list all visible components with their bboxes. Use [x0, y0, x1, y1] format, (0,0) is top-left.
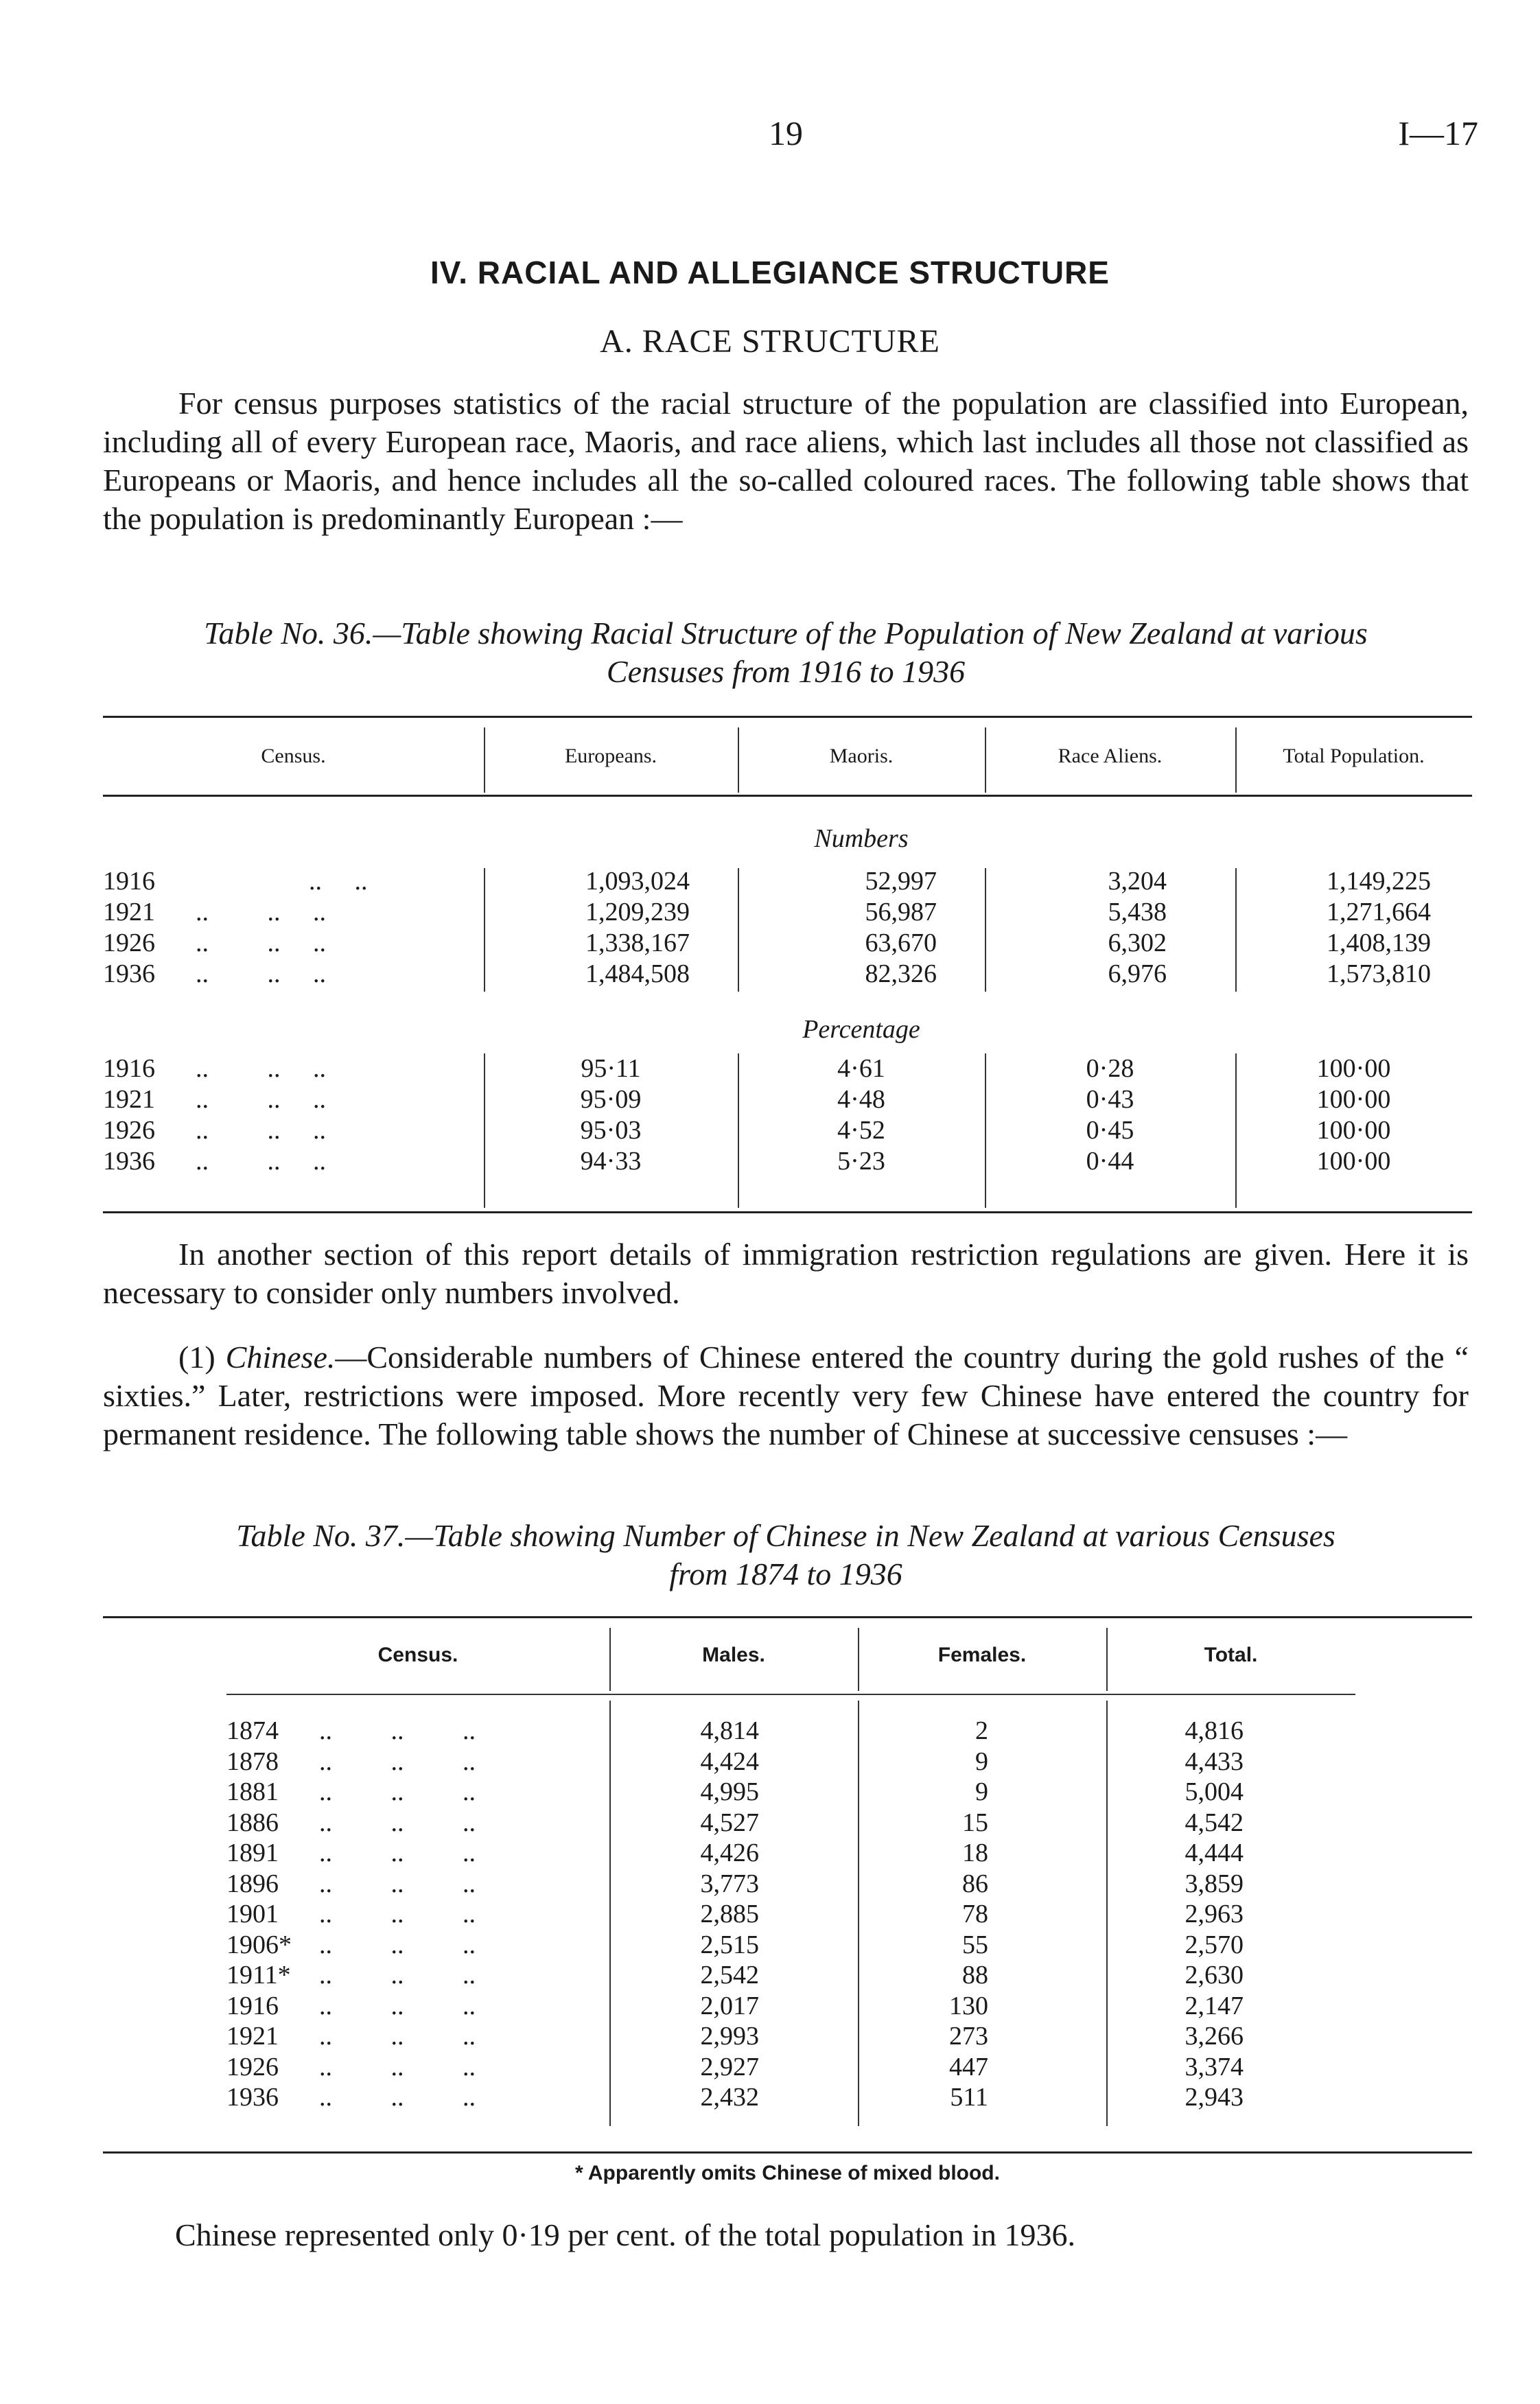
total-value: 1,573,810 [1327, 959, 1431, 988]
females-value: 18 [962, 1839, 988, 1867]
maoris-value: 63,670 [865, 929, 937, 957]
census-year: 1936 [226, 2083, 279, 2112]
table36-caption-line2: Censuses from 1916 to 1936 [606, 654, 966, 689]
females-value: 2 [975, 1716, 988, 1745]
table37-caption [103, 1517, 1469, 1594]
females-value: 447 [949, 2052, 988, 2081]
total-value: 3,859 [1185, 1869, 1244, 1898]
females-value: 9 [975, 1747, 988, 1776]
males-value: 2,542 [700, 1961, 759, 1989]
males-value: 4,814 [700, 1716, 759, 1745]
total-value: 1,149,225 [1327, 867, 1431, 896]
table37-header-census: Census. [377, 1644, 458, 1666]
leader-dots: .. .. .. [319, 2052, 476, 2081]
table-row [103, 1084, 1472, 1115]
table-row [226, 1777, 1355, 1808]
race-aliens-pct: 0·44 [1086, 1147, 1134, 1176]
maoris-pct: 4·61 [837, 1054, 885, 1083]
table37-bottom-rule [103, 2151, 1472, 2154]
table37-header-females: Females. [937, 1644, 1027, 1666]
maoris-pct: 5·23 [837, 1147, 885, 1176]
table37-body [226, 1716, 1355, 2113]
census-year: 1921 [103, 1085, 155, 1114]
table-row [226, 1960, 1355, 1991]
leader-dots: .. .. .. [319, 1777, 476, 1806]
census-year: 1911* [226, 1961, 291, 1989]
census-year: 1901 [226, 1900, 279, 1928]
table36-header-census: Census. [261, 745, 326, 767]
males-value: 2,515 [700, 1930, 759, 1959]
females-value: 9 [975, 1777, 988, 1806]
maoris-value: 82,326 [865, 959, 937, 988]
females-value: 15 [962, 1808, 988, 1837]
race-aliens-value: 5,438 [1108, 898, 1167, 926]
females-value: 78 [962, 1900, 988, 1928]
males-value: 2,927 [700, 2052, 759, 2081]
section-title: IV. RACIAL AND ALLEGIANCE STRUCTURE [430, 255, 1110, 290]
census-year: 1881 [226, 1777, 279, 1806]
total-value: 2,630 [1185, 1961, 1244, 1989]
table36-header-maoris: Maoris. [829, 745, 894, 767]
total-value: 2,147 [1185, 1991, 1244, 2020]
maoris-pct: 4·52 [837, 1116, 885, 1145]
females-value: 88 [962, 1961, 988, 1989]
leader-dots: .. .. .. [319, 2022, 476, 2051]
race-aliens-pct: 0·43 [1086, 1085, 1134, 1114]
males-value: 4,426 [700, 1839, 759, 1867]
table-row [226, 2052, 1355, 2083]
race-aliens-value: 3,204 [1108, 867, 1167, 896]
chinese-heading: Chinese. [225, 1340, 336, 1375]
females-value: 511 [950, 2083, 988, 2112]
leader-dots: .. .. .. [319, 1930, 476, 1959]
table-row [226, 2082, 1355, 2113]
census-year: 1878 [226, 1747, 279, 1776]
table36-header-europeans: Europeans. [564, 745, 657, 767]
census-year: 1926 [103, 929, 155, 957]
race-aliens-value: 6,302 [1108, 929, 1167, 957]
leader-dots: .. .. .. [196, 929, 326, 957]
maoris-pct: 4·48 [837, 1085, 885, 1114]
immigration-paragraph [103, 1235, 1469, 1312]
table36-header-race-aliens: Race Aliens. [1058, 745, 1163, 767]
table-row [103, 1115, 1472, 1146]
males-value: 2,017 [700, 1991, 759, 2020]
leader-dots: .. .. [309, 867, 368, 896]
total-value: 4,444 [1185, 1839, 1244, 1867]
total-pct: 100·00 [1316, 1147, 1391, 1176]
total-value: 4,816 [1185, 1716, 1244, 1745]
chinese-body: —Considerable numbers of Chinese entered the country during the gold rushes of the “ sixties.” Later, restrictions were imposed. More recently very few Chinese have entered the country for permanent residence. The following table shows the number of Chinese at successive censuses :— [103, 1340, 1469, 1451]
total-pct: 100·00 [1316, 1085, 1391, 1114]
females-value: 130 [949, 1991, 988, 2020]
table-row [226, 1991, 1355, 2022]
table-row [226, 1716, 1355, 1747]
males-value: 4,527 [700, 1808, 759, 1837]
census-year: 1891 [226, 1839, 279, 1867]
europeans-value: 1,093,024 [585, 867, 690, 896]
census-year: 1886 [226, 1808, 279, 1837]
leader-dots: .. .. .. [196, 1054, 326, 1083]
census-year: 1896 [226, 1869, 279, 1898]
chinese-paragraph [103, 1338, 1469, 1454]
table36-bottom-rule [103, 1211, 1472, 1213]
males-value: 4,424 [700, 1747, 759, 1776]
race-aliens-value: 6,976 [1108, 959, 1167, 988]
intro-paragraph [103, 384, 1469, 538]
total-value: 2,963 [1185, 1900, 1244, 1928]
table36-percentage-block [103, 1053, 1472, 1177]
table-row [226, 1869, 1355, 1900]
table37-caption-line2: from 1874 to 1936 [669, 1556, 902, 1591]
census-year: 1926 [226, 2052, 279, 2081]
leader-dots: .. .. .. [319, 1839, 476, 1867]
table37-header-total: Total. [1204, 1644, 1258, 1666]
europeans-value: 1,209,239 [585, 898, 690, 926]
table-row [226, 2021, 1355, 2052]
males-value: 2,993 [700, 2022, 759, 2051]
table37-header-males: Males. [702, 1644, 765, 1666]
census-year: 1916 [103, 1054, 155, 1083]
table-row [103, 897, 1472, 928]
table-row [226, 1808, 1355, 1839]
census-year: 1921 [103, 898, 155, 926]
leader-dots: .. .. .. [319, 1808, 476, 1837]
census-year: 1906* [226, 1930, 292, 1959]
leader-dots: .. .. .. [319, 1716, 476, 1745]
table-row [103, 1053, 1472, 1084]
table-row [103, 959, 1472, 990]
europeans-pct: 95·11 [581, 1054, 641, 1083]
females-value: 273 [949, 2022, 988, 2051]
males-value: 4,995 [700, 1777, 759, 1806]
table36-top-rule [103, 716, 1472, 718]
females-value: 86 [962, 1869, 988, 1898]
table36-caption [103, 614, 1469, 691]
table37-header-rule [226, 1694, 1355, 1695]
table36-header-total: Total Population. [1283, 745, 1425, 767]
males-value: 3,773 [700, 1869, 759, 1898]
females-value: 55 [962, 1930, 988, 1959]
intro-text: For census purposes statistics of the racial structure of the population are classified into European, including all of every European race, Maoris, and race aliens, which last includes all those not classified as Europeans or Maoris, and hence includes all the so-called coloured races. The following table shows that the population is predominantly European :— [103, 386, 1469, 536]
maoris-value: 56,987 [865, 898, 937, 926]
census-year: 1916 [226, 1991, 279, 2020]
table-row [103, 866, 1472, 897]
europeans-pct: 95·09 [580, 1085, 642, 1114]
race-aliens-pct: 0·28 [1086, 1054, 1134, 1083]
total-value: 1,271,664 [1327, 898, 1431, 926]
table37-caption-line1: Table No. 37.—Table showing Number of Chinese in New Zealand at various Censuses [236, 1518, 1335, 1553]
census-year: 1936 [103, 959, 155, 988]
leader-dots: .. .. .. [196, 898, 326, 926]
table-row [226, 1930, 1355, 1961]
total-value: 2,943 [1185, 2083, 1244, 2112]
table36-percentage-label: Percentage [802, 1015, 920, 1044]
table36-header-rule [103, 795, 1472, 797]
maoris-value: 52,997 [865, 867, 937, 896]
race-aliens-pct: 0·45 [1086, 1116, 1134, 1145]
total-value: 4,542 [1185, 1808, 1244, 1837]
final-sentence: Chinese represented only 0·19 per cent. of the total population in 1936. [175, 2217, 1075, 2252]
total-value: 3,266 [1185, 2022, 1244, 2051]
chinese-lead: (1) [178, 1340, 226, 1375]
total-value: 3,374 [1185, 2052, 1244, 2081]
leader-dots: .. .. .. [319, 1747, 476, 1776]
males-value: 2,432 [700, 2083, 759, 2112]
europeans-pct: 94·33 [580, 1147, 642, 1176]
total-value: 4,433 [1185, 1747, 1244, 1776]
table-row [226, 1899, 1355, 1930]
leader-dots: .. .. .. [196, 959, 326, 988]
leader-dots: .. .. .. [196, 1147, 326, 1176]
table36-numbers-block [103, 866, 1472, 990]
total-value: 5,004 [1185, 1777, 1244, 1806]
census-year: 1926 [103, 1116, 155, 1145]
page-number: 19 [769, 114, 803, 152]
table36-caption-line1: Table No. 36.—Table showing Racial Structure of the Population of New Zealand at various [204, 616, 1368, 651]
table36-numbers-label: Numbers [814, 824, 909, 853]
europeans-value: 1,338,167 [585, 929, 690, 957]
census-year: 1916 [103, 867, 155, 896]
leader-dots: .. .. .. [319, 1961, 476, 1989]
total-value: 2,570 [1185, 1930, 1244, 1959]
census-year: 1936 [103, 1147, 155, 1176]
table-row [226, 1747, 1355, 1777]
table-row [103, 928, 1472, 959]
total-value: 1,408,139 [1327, 929, 1431, 957]
europeans-value: 1,484,508 [585, 959, 690, 988]
leader-dots: .. .. .. [319, 1869, 476, 1898]
leader-dots: .. .. .. [196, 1116, 326, 1145]
total-pct: 100·00 [1316, 1116, 1391, 1145]
leader-dots: .. .. .. [319, 2083, 476, 2112]
europeans-pct: 95·03 [580, 1116, 642, 1145]
table37-footnote: * Apparently omits Chinese of mixed blood. [575, 2162, 1000, 2184]
document-reference: I—17 [1398, 114, 1478, 152]
leader-dots: .. .. .. [319, 1900, 476, 1928]
total-pct: 100·00 [1316, 1054, 1391, 1083]
leader-dots: .. .. .. [196, 1085, 326, 1114]
census-year: 1921 [226, 2022, 279, 2051]
table37-top-rule [103, 1616, 1472, 1618]
immigration-text: In another section of this report details of immigration restriction regulations are given. Here it is necessary to consider only numbers involved. [103, 1237, 1469, 1310]
chinese-text [103, 1338, 1469, 1454]
table-row [226, 1838, 1355, 1869]
table-row [103, 1146, 1472, 1177]
leader-dots: .. .. .. [319, 1991, 476, 2020]
census-year: 1874 [226, 1716, 279, 1745]
males-value: 2,885 [700, 1900, 759, 1928]
subsection-title: A. RACE STRUCTURE [600, 323, 940, 360]
